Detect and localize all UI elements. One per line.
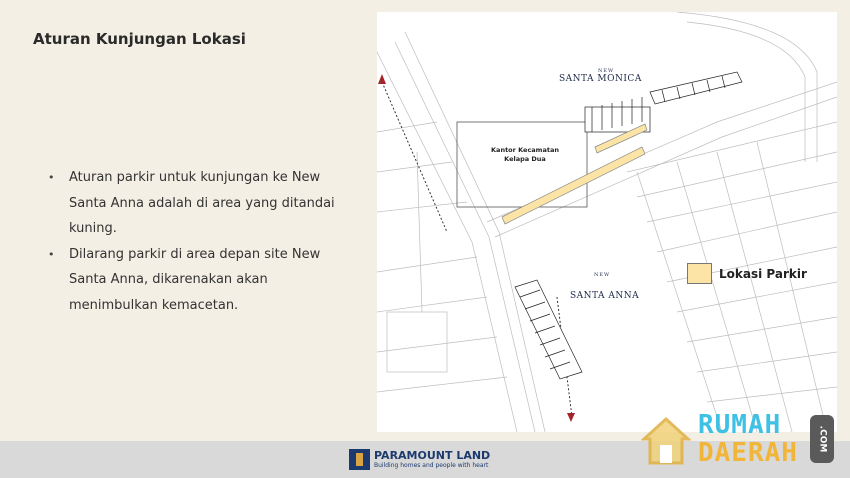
site-map <box>377 12 837 432</box>
kantor-line2: Kelapa Dua <box>504 155 546 163</box>
watermark-com-badge <box>810 415 834 463</box>
kantor-line1: Kantor Kecamatan <box>491 146 559 154</box>
watermark-line2: DAERAH <box>698 438 798 468</box>
rules-list <box>48 165 348 318</box>
company-name: PARAMOUNT LAND <box>374 448 491 462</box>
slide-title: Aturan Kunjungan Lokasi <box>33 30 246 48</box>
paramount-logo-icon <box>349 449 370 470</box>
house-icon <box>641 415 691 467</box>
legend-label: Lokasi Parkir <box>719 266 807 281</box>
parking-legend <box>687 263 807 284</box>
company-tagline: Building homes and people with heart <box>374 461 489 469</box>
paramount-land-logo <box>349 449 490 470</box>
santa-monica-name-label: SANTA MONICA <box>559 74 642 84</box>
rumahdaerah-watermark <box>640 410 840 470</box>
rule-parking-area: • Aturan parkir untuk kunjungan ke New Santa Anna adalah di area yang ditandai kuning. <box>48 165 348 242</box>
santa-anna-name-label: SANTA ANNA <box>570 291 640 301</box>
watermark-suffix: .COM <box>817 425 828 453</box>
watermark-line1: RUMAH <box>698 410 782 440</box>
rule-no-parking-front: • Dilarang parkir di area depan site New Santa Anna, dikarenakan akan menimbulkan kemacetan. <box>48 242 348 319</box>
santa-anna-new-label: NEW <box>594 272 611 278</box>
santa-monica-new-label: NEW <box>598 68 615 74</box>
kantor-kecamatan-label <box>485 146 565 164</box>
legend-swatch <box>687 263 712 284</box>
